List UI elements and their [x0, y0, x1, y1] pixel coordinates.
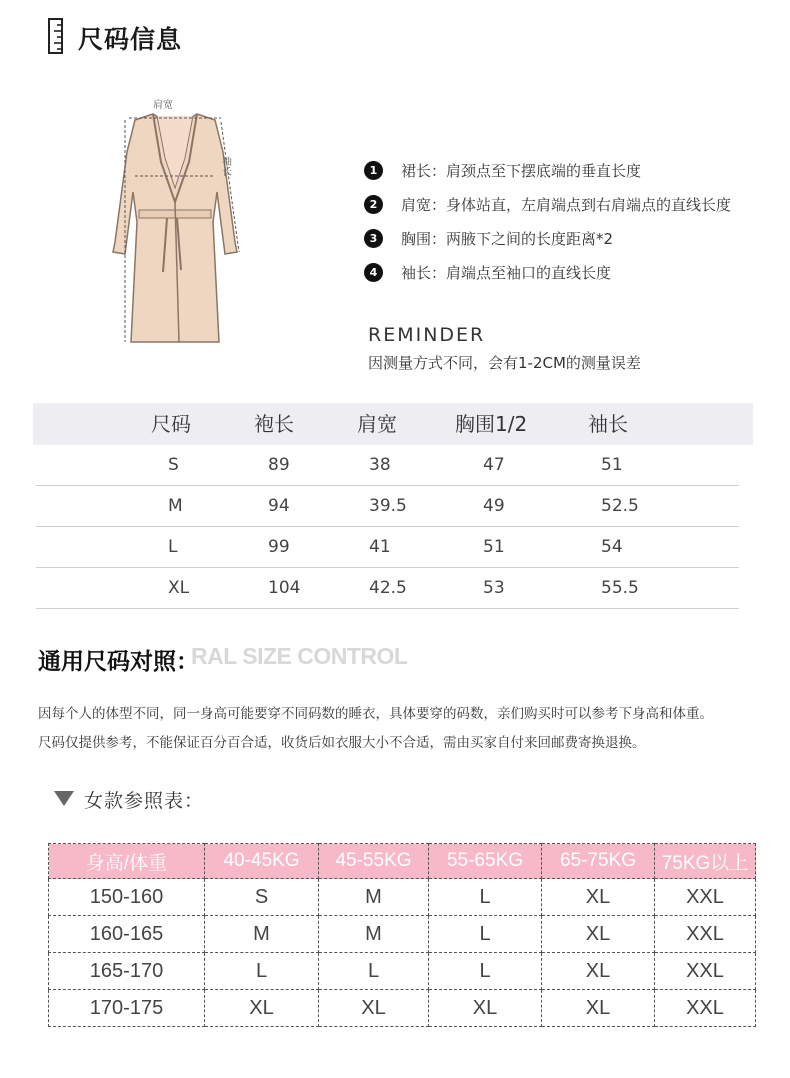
cell: XXL	[655, 953, 756, 990]
header-cell: 40-45KG	[205, 844, 319, 879]
cell: M	[319, 916, 429, 953]
cell: L	[429, 879, 542, 916]
cell: M	[319, 879, 429, 916]
cell: XL	[319, 990, 429, 1027]
cell: L	[429, 916, 542, 953]
table-row	[36, 486, 739, 527]
cell: 39.5	[369, 496, 407, 516]
note-length	[364, 159, 641, 181]
cell: L	[168, 537, 178, 557]
cell: 160-165	[49, 916, 205, 953]
cell: XL	[542, 879, 655, 916]
cell: 51	[601, 455, 623, 475]
table-row	[49, 953, 756, 990]
note-text: 胸围：两腋下之间的长度距离*2	[401, 229, 614, 248]
header-chest: 胸围1/2	[455, 412, 528, 436]
table-row	[49, 990, 756, 1027]
cell: 54	[601, 537, 623, 557]
cell: M	[168, 496, 183, 516]
header-size: 尺码	[151, 412, 191, 436]
number-badge: 4	[364, 263, 383, 282]
cell: 41	[369, 537, 391, 557]
header-cell: 身高/体重	[49, 844, 205, 879]
cell: 150-160	[49, 879, 205, 916]
cell: S	[168, 455, 179, 475]
reference-table-label: 女款参照表：	[84, 790, 205, 812]
cell: XL	[429, 990, 542, 1027]
cell: 49	[483, 496, 505, 516]
cell: 51	[483, 537, 505, 557]
cell: XL	[542, 916, 655, 953]
cell: 53	[483, 578, 505, 598]
header-cell: 45-55KG	[319, 844, 429, 879]
cell: 55.5	[601, 578, 639, 598]
note-text: 肩宽：身体站直，左肩端点到右肩端点的直线长度	[401, 195, 732, 214]
note-shoulder	[364, 193, 731, 215]
ruler-icon	[48, 18, 68, 54]
table-row	[36, 445, 739, 486]
cell: 47	[483, 455, 505, 475]
table-row	[36, 527, 739, 568]
cell: XL	[542, 953, 655, 990]
cell: 89	[268, 455, 290, 475]
note-sleeve	[364, 261, 611, 283]
table-row	[49, 879, 756, 916]
cell: 170-175	[49, 990, 205, 1027]
paragraph: 因每个人的体型不同，同一身高可能要穿不同码数的睡衣，具体要穿的码数，亲们购买时可以参考下身高和体重。	[38, 706, 713, 722]
cell: XXL	[655, 916, 756, 953]
size-table-header	[33, 403, 753, 445]
triangle-down-icon	[54, 791, 74, 806]
header-shoulder: 肩宽	[357, 412, 397, 436]
cell: 165-170	[49, 953, 205, 990]
robe-illustration	[95, 92, 255, 350]
header-cell: 65-75KG	[542, 844, 655, 879]
note-text: 裙长：肩颈点至下摆底端的垂直长度	[401, 161, 642, 180]
reminder-title: REMINDER	[368, 324, 486, 346]
cell: S	[205, 879, 319, 916]
cell: 99	[268, 537, 290, 557]
paragraph: 尺码仅提供参考，不能保证百分百合适，收货后如衣服大小不合适，需由买家自付来回邮费寄换退换。	[38, 735, 646, 751]
header-sleeve: 袖长	[588, 412, 628, 436]
header-cell: 55-65KG	[429, 844, 542, 879]
reference-table	[48, 843, 756, 1027]
number-badge: 1	[364, 161, 383, 180]
number-badge: 3	[364, 229, 383, 248]
page-title: 尺码信息	[78, 25, 183, 54]
cell: L	[205, 953, 319, 990]
header-cell: 75KG以上	[655, 844, 756, 879]
cell: 42.5	[369, 578, 407, 598]
shoulder-label: 肩宽	[153, 100, 173, 111]
reference-table-header	[49, 844, 756, 879]
cell: XXL	[655, 879, 756, 916]
cell: 52.5	[601, 496, 639, 516]
cell: L	[319, 953, 429, 990]
cell: XL	[542, 990, 655, 1027]
cell: 38	[369, 455, 391, 475]
cell: 104	[268, 578, 301, 598]
cell: XL	[168, 578, 190, 598]
note-text: 袖长：肩端点至袖口的直线长度	[401, 263, 612, 282]
cell: XXL	[655, 990, 756, 1027]
cell: 94	[268, 496, 290, 516]
section-ghost-title: RAL SIZE CONTROL	[191, 643, 408, 669]
cell: XL	[205, 990, 319, 1027]
reminder-text: 因测量方式不同，会有1-2CM的测量误差	[368, 354, 641, 372]
section-title: 通用尺码对照：	[38, 649, 199, 675]
table-row	[49, 916, 756, 953]
note-chest	[364, 227, 613, 249]
number-badge: 2	[364, 195, 383, 214]
cell: M	[205, 916, 319, 953]
size-table	[33, 403, 753, 609]
cell: L	[429, 953, 542, 990]
header-length: 袍长	[254, 412, 294, 436]
sleeve-label: 袖长	[219, 156, 231, 176]
table-row	[36, 568, 739, 609]
